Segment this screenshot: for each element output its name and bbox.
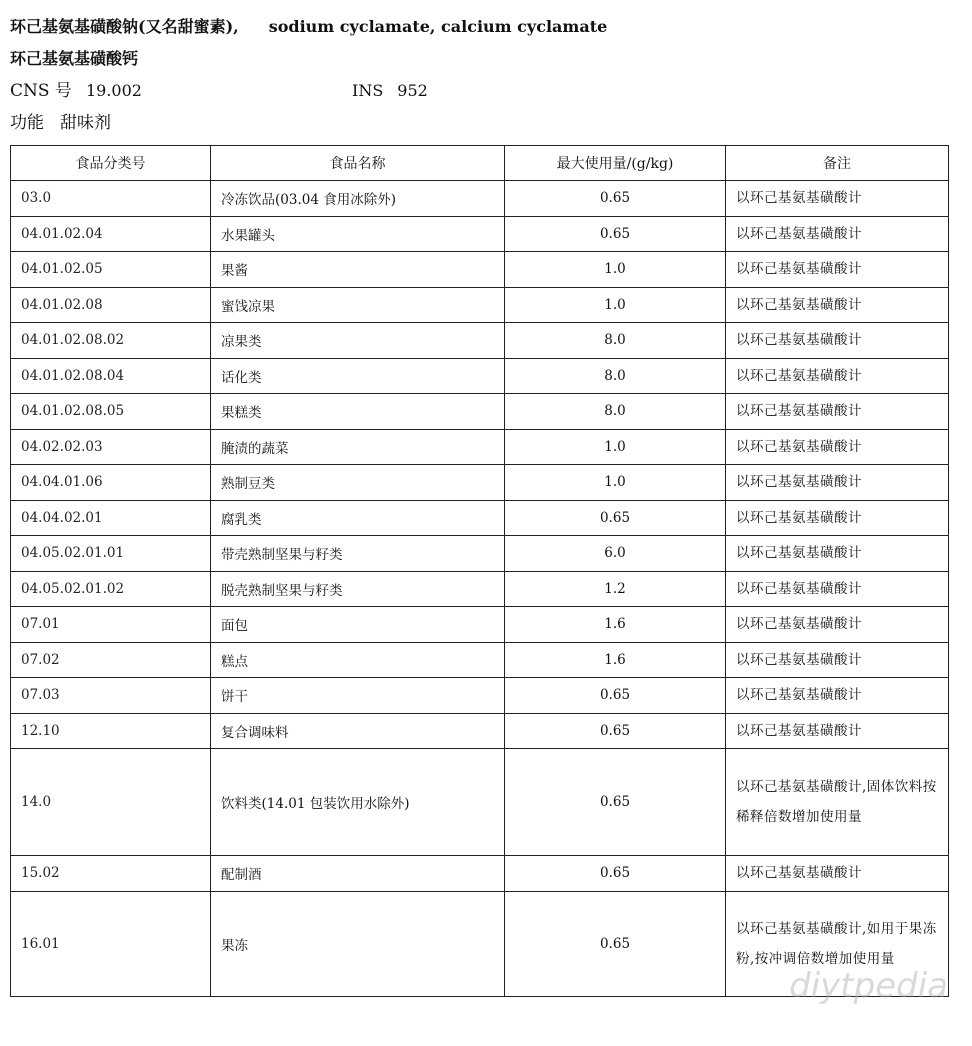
cell-name: 饮料类(14.01 包装饮用水除外) — [211, 749, 505, 856]
cell-code: 14.0 — [11, 749, 211, 856]
header-code: 食品分类号 — [11, 146, 211, 181]
function-value: 甜味剂 — [60, 113, 111, 133]
title-cn: 环己基氨基磺酸钠(又名甜蜜素), — [10, 17, 239, 36]
cell-code: 04.01.02.04 — [11, 216, 211, 252]
cell-code: 07.01 — [11, 607, 211, 643]
cell-code: 04.01.02.08.02 — [11, 323, 211, 359]
cell-name: 凉果类 — [211, 323, 505, 359]
cell-name: 果冻 — [211, 891, 505, 996]
cell-name: 话化类 — [211, 358, 505, 394]
cell-note: 以环己基氨基磺酸计 — [726, 465, 949, 501]
cell-note: 以环己基氨基磺酸计 — [726, 856, 949, 892]
title-line-2 — [10, 44, 960, 76]
ins-value: 952 — [397, 81, 428, 100]
table-row — [11, 607, 949, 643]
cell-code: 04.05.02.01.02 — [11, 571, 211, 607]
cell-note: 以环己基氨基磺酸计 — [726, 323, 949, 359]
cell-note: 以环己基氨基磺酸计 — [726, 500, 949, 536]
cell-max: 8.0 — [505, 394, 726, 430]
cell-code: 16.01 — [11, 891, 211, 996]
cell-max: 0.65 — [505, 891, 726, 996]
title-cn-2: 环己基氨基磺酸钙 — [10, 49, 139, 68]
title-en: sodium cyclamate, calcium cyclamate — [268, 17, 608, 36]
cell-code: 07.03 — [11, 678, 211, 714]
cell-max: 1.0 — [505, 252, 726, 288]
cell-max: 0.65 — [505, 713, 726, 749]
cell-code: 15.02 — [11, 856, 211, 892]
table-row — [11, 216, 949, 252]
cell-name: 脱壳熟制坚果与籽类 — [211, 571, 505, 607]
cns-label: CNS 号 — [10, 81, 72, 101]
cell-code: 07.02 — [11, 642, 211, 678]
table-row — [11, 713, 949, 749]
cell-max: 0.65 — [505, 216, 726, 252]
table-row — [11, 429, 949, 465]
cell-note: 以环己基氨基磺酸计 — [726, 394, 949, 430]
cell-max: 1.6 — [505, 642, 726, 678]
table-row — [11, 465, 949, 501]
function-label: 功能 — [10, 113, 44, 133]
cell-note: 以环己基氨基磺酸计 — [726, 607, 949, 643]
cell-max: 1.0 — [505, 429, 726, 465]
table-row — [11, 181, 949, 217]
cell-code: 03.0 — [11, 181, 211, 217]
cell-max: 1.0 — [505, 287, 726, 323]
table-row — [11, 642, 949, 678]
cell-max: 6.0 — [505, 536, 726, 572]
ins-group — [352, 76, 428, 106]
title-line — [10, 12, 960, 44]
watermark: diytpedia — [789, 966, 948, 1006]
table-row — [11, 856, 949, 892]
table-row — [11, 323, 949, 359]
table-row — [11, 252, 949, 288]
cell-name: 糕点 — [211, 642, 505, 678]
cell-code: 04.01.02.05 — [11, 252, 211, 288]
cell-note: 以环己基氨基磺酸计 — [726, 252, 949, 288]
ins-label: INS — [352, 81, 384, 100]
cell-name: 腌渍的蔬菜 — [211, 429, 505, 465]
table-row — [11, 678, 949, 714]
table-row — [11, 500, 949, 536]
cell-code: 04.04.01.06 — [11, 465, 211, 501]
cell-note: 以环己基氨基磺酸计 — [726, 536, 949, 572]
cell-code: 04.01.02.08 — [11, 287, 211, 323]
cell-code: 04.04.02.01 — [11, 500, 211, 536]
cell-code: 04.01.02.08.04 — [11, 358, 211, 394]
cell-name: 腐乳类 — [211, 500, 505, 536]
table-row — [11, 287, 949, 323]
cell-note: 以环己基氨基磺酸计 — [726, 216, 949, 252]
cell-note: 以环己基氨基磺酸计 — [726, 287, 949, 323]
cell-max: 1.6 — [505, 607, 726, 643]
table-header-row — [11, 146, 949, 181]
cell-name: 熟制豆类 — [211, 465, 505, 501]
code-line — [10, 76, 960, 108]
function-line — [10, 108, 960, 140]
document-header — [10, 12, 960, 140]
cell-max: 0.65 — [505, 500, 726, 536]
table-row — [11, 394, 949, 430]
cell-code: 04.05.02.01.01 — [11, 536, 211, 572]
cell-note: 以环己基氨基磺酸计 — [726, 429, 949, 465]
header-note: 备注 — [726, 146, 949, 181]
cell-name: 水果罐头 — [211, 216, 505, 252]
cell-name: 面包 — [211, 607, 505, 643]
cell-note: 以环己基氨基磺酸计 — [726, 571, 949, 607]
table-row — [11, 749, 949, 856]
cns-value: 19.002 — [85, 81, 142, 100]
cell-max: 1.0 — [505, 465, 726, 501]
cell-note: 以环己基氨基磺酸计 — [726, 181, 949, 217]
cell-max: 1.2 — [505, 571, 726, 607]
header-name: 食品名称 — [211, 146, 505, 181]
cell-name: 蜜饯凉果 — [211, 287, 505, 323]
cell-name: 冷冻饮品(03.04 食用冰除外) — [211, 181, 505, 217]
cell-name: 配制酒 — [211, 856, 505, 892]
cell-note: 以环己基氨基磺酸计 — [726, 678, 949, 714]
cell-note: 以环己基氨基磺酸计 — [726, 358, 949, 394]
cell-note: 以环己基氨基磺酸计,如用于果冻粉,按冲调倍数增加使用量 — [726, 891, 949, 996]
cell-note: 以环己基氨基磺酸计 — [726, 642, 949, 678]
usage-table — [10, 145, 949, 997]
cell-max: 0.65 — [505, 678, 726, 714]
cell-code: 04.02.02.03 — [11, 429, 211, 465]
table-row — [11, 536, 949, 572]
table-body — [11, 181, 949, 997]
cell-max: 0.65 — [505, 181, 726, 217]
header-max: 最大使用量/(g/kg) — [505, 146, 726, 181]
cell-max: 8.0 — [505, 323, 726, 359]
cell-max: 0.65 — [505, 856, 726, 892]
cell-name: 带壳熟制坚果与籽类 — [211, 536, 505, 572]
cell-code: 04.01.02.08.05 — [11, 394, 211, 430]
cell-name: 果糕类 — [211, 394, 505, 430]
cell-max: 8.0 — [505, 358, 726, 394]
cell-code: 12.10 — [11, 713, 211, 749]
cell-name: 果酱 — [211, 252, 505, 288]
cell-note: 以环己基氨基磺酸计 — [726, 713, 949, 749]
cell-note: 以环己基氨基磺酸计,固体饮料按稀释倍数增加使用量 — [726, 749, 949, 856]
cell-max: 0.65 — [505, 749, 726, 856]
table-row — [11, 358, 949, 394]
table-row — [11, 571, 949, 607]
cell-name: 饼干 — [211, 678, 505, 714]
cell-name: 复合调味料 — [211, 713, 505, 749]
